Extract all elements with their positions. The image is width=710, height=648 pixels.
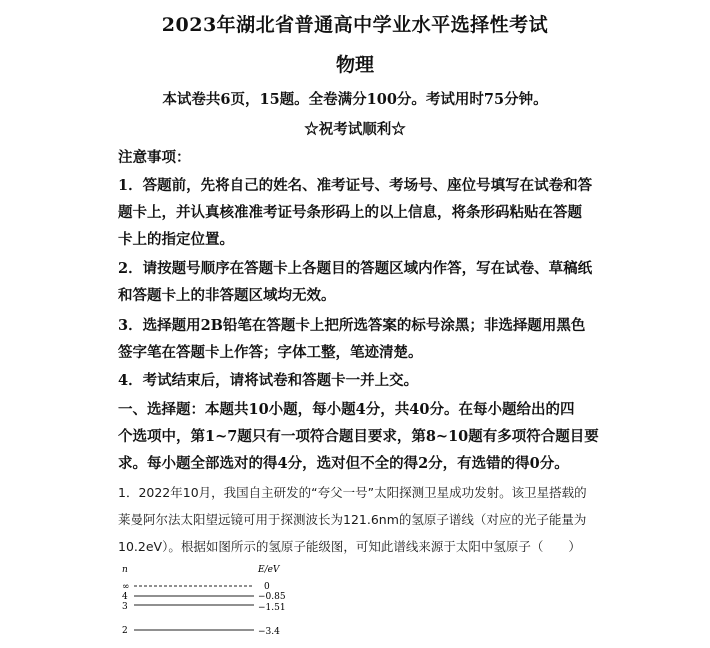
level-energy: −1.51 — [258, 603, 286, 613]
n-axis-label: n — [122, 565, 128, 575]
section-line: 个选项中，第1~7题只有一项符合题目要求，第8~10题有多项符合题目要 — [118, 428, 599, 445]
energy-level — [122, 602, 286, 613]
energy-level — [122, 582, 270, 592]
note-line: 卡上的指定位置。 — [118, 231, 234, 248]
level-n: 4 — [122, 592, 128, 602]
good-luck-line: ☆祝考试顺利☆ — [304, 121, 406, 138]
section-line: 求。每小题全部选对的得4分，选对但不全的得2分，有选错的得0分。 — [118, 455, 569, 472]
level-energy: −3.4 — [258, 627, 280, 637]
note-line: 和答题卡上的非答题区域均无效。 — [118, 287, 336, 304]
note-line: 签字笔在答题卡上作答；字体工整，笔迹清楚。 — [118, 344, 423, 361]
notes-heading: 注意事项： — [118, 149, 191, 166]
note-line: 3．选择题用2B铅笔在答题卡上把所选答案的标号涂黑；非选择题用黑色 — [118, 317, 586, 334]
subject-title: 物理 — [335, 54, 374, 76]
exam-info: 本试卷共6页，15题。全卷满分100分。考试用时75分钟。 — [162, 91, 548, 108]
question1-line: 莱曼阿尔法太阳望远镜可用于探测波长为121.6nm的氢原子谱线（对应的光子能量为 — [118, 512, 587, 527]
question1-line: 10.2eV）。根据如图所示的氢原子能级图，可知此谱线来源于太阳中氢原子（ ） — [118, 539, 581, 554]
energy-level — [122, 592, 286, 602]
level-n: 3 — [122, 602, 128, 612]
level-n: ∞ — [122, 582, 130, 592]
energy-level — [122, 626, 280, 637]
section-line: 一、选择题：本题共10小题，每小题4分，共40分。在每小题给出的四 — [118, 401, 575, 418]
note-line: 4．考试结束后，请将试卷和答题卡一并上交。 — [118, 372, 419, 389]
exam-title: 2023年湖北省普通高中学业水平选择性考试 — [161, 14, 549, 36]
energy-axis-label: E/eV — [258, 565, 280, 575]
note-line: 2．请按题号顺序在答题卡上各题目的答题区域内作答，写在试卷、草稿纸 — [118, 260, 593, 277]
question1-line: 1．2022年10月，我国自主研发的“夸父一号”太阳探测卫星成功发射。该卫星搭载的 — [118, 485, 587, 500]
energy-level-diagram — [118, 560, 318, 644]
note-line: 1．答题前，先将自己的姓名、准考证号、考场号、座位号填写在试卷和答 — [118, 177, 593, 194]
level-energy: 0 — [264, 582, 270, 592]
note-line: 题卡上，并认真核准准考证号条形码上的以上信息，将条形码粘贴在答题 — [118, 204, 582, 221]
level-energy: −0.85 — [258, 592, 286, 602]
level-n: 2 — [122, 626, 128, 636]
